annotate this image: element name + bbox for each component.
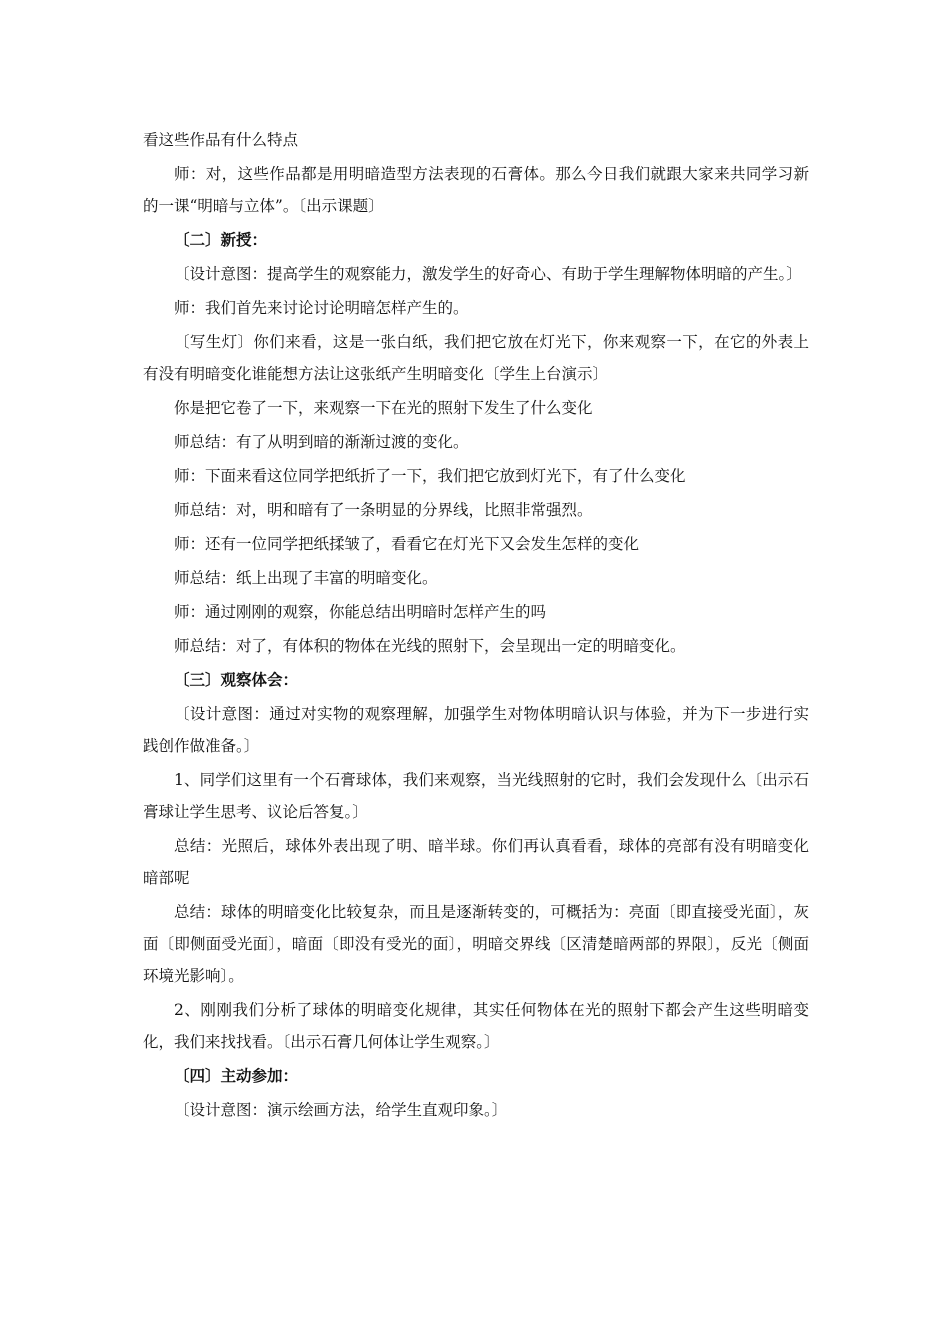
paragraph: 〔设计意图：提高学生的观察能力，激发学生的好奇心、有助于学生理解物体明暗的产生。〕 — [174, 265, 802, 283]
paragraph: 〔设计意图：演示绘画方法，给学生直观印象。〕 — [174, 1101, 508, 1119]
paragraph: 师总结：纸上出现了丰富的明暗变化。 — [174, 569, 438, 587]
paragraph: 师：下面来看这位同学把纸折了一下，我们把它放到灯光下，有了什么变化 — [174, 467, 686, 485]
paragraph: 师总结：对了，有体积的物体在光线的照射下，会呈现出一定的明暗变化。 — [174, 637, 686, 655]
paragraph: 看这些作品有什么特点 — [143, 131, 299, 149]
paragraph: 师：通过刚刚的观察，你能总结出明暗时怎样产生的吗 — [174, 603, 547, 621]
section-heading: 〔四〕主动参加： — [174, 1066, 299, 1085]
paragraph: 〔写生灯〕你们来看，这是一张白纸，我们把它放在灯光下，你来观察一下，在它的外表上有没有明暗变化谁能想方法让这张纸产生明暗变化〔学生上台演示〕 — [143, 333, 809, 383]
paragraph: 你是把它卷了一下，来观察一下在光的照射下发生了什么变化 — [174, 399, 593, 417]
paragraph: 师：对，这些作品都是用明暗造型方法表现的石膏体。那么今日我们就跟大家来共同学习新的一课“明暗与立体”。〔出示课题〕 — [143, 165, 809, 215]
section-heading: 〔三〕观察体会： — [174, 670, 299, 689]
section-heading: 〔二〕新授： — [174, 230, 268, 249]
paragraph: 1、同学们这里有一个石膏球体，我们来观察，当光线照射的它时，我们会发现什么〔出示石膏球让学生思考、议论后答复。〕 — [143, 771, 809, 821]
paragraph: 总结：球体的明暗变化比较复杂，而且是逐渐转变的，可概括为：亮面〔即直接受光面〕，灰面〔即侧面受光面〕，暗面〔即没有受光的面〕，明暗交界线〔区清楚暗两部的界限〕，反光〔侧面环境光影响〕。 — [143, 903, 809, 985]
paragraph: 总结：光照后，球体外表出现了明、暗半球。你们再认真看看，球体的亮部有没有明暗变化暗部呢 — [143, 837, 809, 887]
paragraph: 〔设计意图：通过对实物的观察理解，加强学生对物体明暗认识与体验，并为下一步进行实践创作做准备。〕 — [143, 705, 809, 755]
paragraph: 师：还有一位同学把纸揉皱了，看看它在灯光下又会发生怎样的变化 — [174, 535, 640, 553]
paragraph: 师：我们首先来讨论讨论明暗怎样产生的。 — [174, 299, 469, 317]
document-body — [143, 124, 809, 1128]
paragraph: 师总结：有了从明到暗的渐渐过渡的变化。 — [174, 433, 469, 451]
paragraph: 2、刚刚我们分析了球体的明暗变化规律，其实任何物体在光的照射下都会产生这些明暗变化，我们来找找看。〔出示石膏几何体让学生观察。〕 — [143, 1001, 809, 1051]
paragraph: 师总结：对，明和暗有了一条明显的分界线，比照非常强烈。 — [174, 501, 593, 519]
